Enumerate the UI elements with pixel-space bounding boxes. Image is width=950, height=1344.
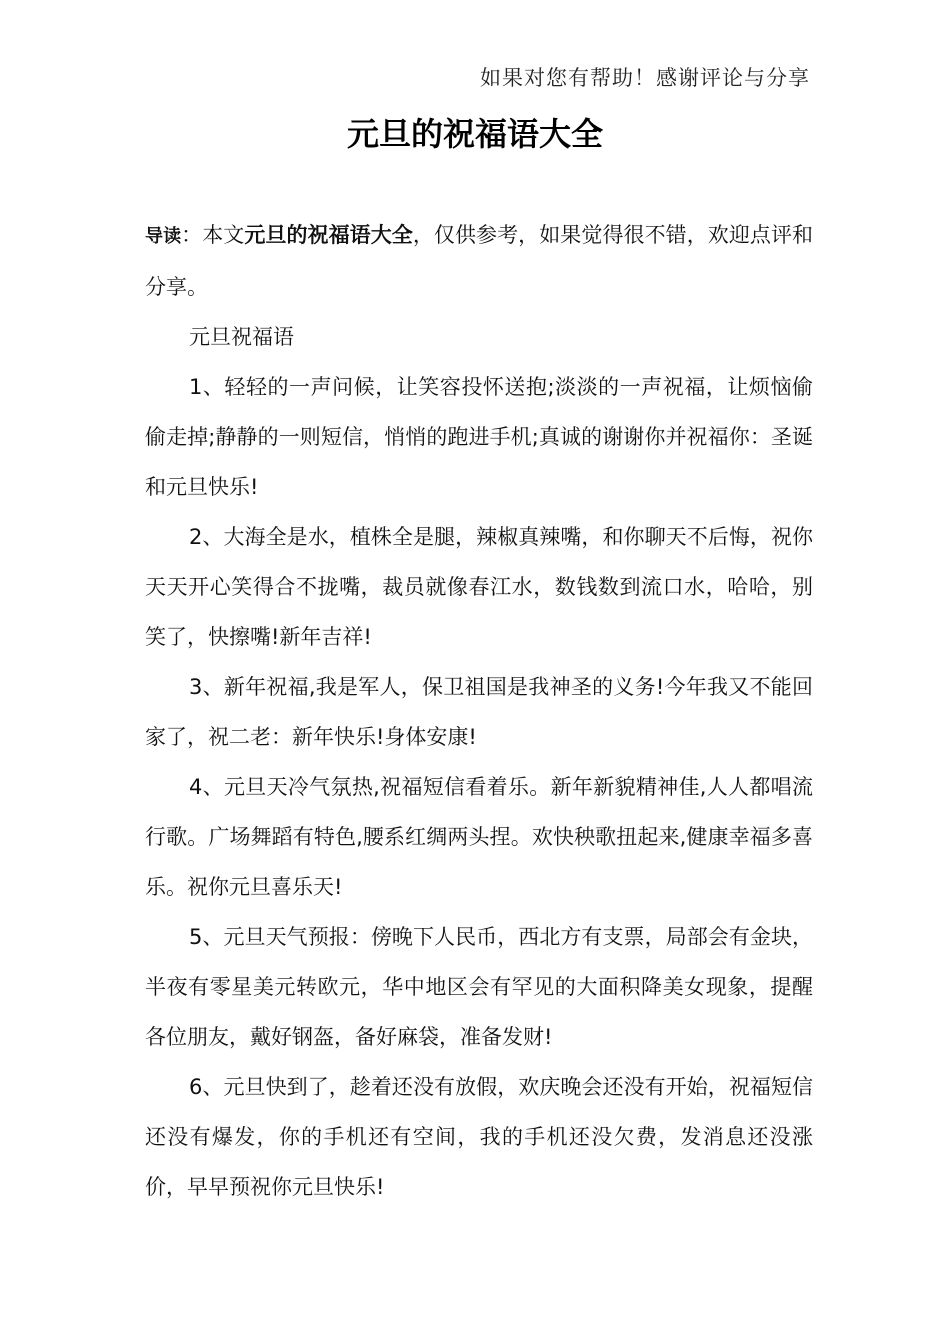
list-item: 2、大海全是水，植株全是腿，辣椒真辣嘴，和你聊天不后悔，祝你天天开心笑得合不拢嘴，裁员就像春江水，数钱数到流口水，哈哈，别笑了，快擦嘴!新年吉祥!	[145, 525, 813, 649]
list-item: 5、元旦天气预报：傍晚下人民币，西北方有支票，局部会有金块，半夜有零星美元转欧元，华中地区会有罕见的大面积降美女现象，提醒各位朋友，戴好钢盔，备好麻袋，准备发财!	[145, 925, 813, 1049]
section-heading: 元旦祝福语	[189, 325, 294, 349]
intro-paragraph	[145, 210, 813, 312]
intro-highlight: 元旦的祝福语大全	[244, 223, 413, 247]
document-title: 元旦的祝福语大全	[346, 115, 603, 153]
intro-prefix: ：本文	[181, 223, 245, 247]
header-note: 如果对您有帮助！感谢评论与分享	[480, 66, 810, 90]
list-item: 6、元旦快到了，趁着还没有放假，欢庆晚会还没有开始，祝福短信还没有爆发，你的手机还有空间，我的手机还没欠费，发消息还没涨价，早早预祝你元旦快乐!	[145, 1075, 813, 1199]
document-body	[145, 210, 813, 1212]
list-item: 3、新年祝福,我是军人，保卫祖国是我神圣的义务!今年我又不能回家了，祝二老：新年快乐!身体安康!	[145, 675, 813, 749]
list-item: 1、轻轻的一声问候，让笑容投怀送抱;淡淡的一声祝福，让烦恼偷偷走掉;静静的一则短信，悄悄的跑进手机;真诚的谢谢你并祝福你：圣诞和元旦快乐!	[145, 375, 813, 499]
intro-suffix: ，仅供参考，如果觉得很不错，欢迎点评和分享。	[145, 223, 814, 299]
intro-label: 导读	[145, 226, 182, 247]
list-item: 4、元旦天冷气氛热,祝福短信看着乐。新年新貌精神佳,人人都唱流行歌。广场舞蹈有特色,腰系红绸两头捏。欢快秧歌扭起来,健康幸福多喜乐。祝你元旦喜乐天!	[145, 775, 813, 899]
